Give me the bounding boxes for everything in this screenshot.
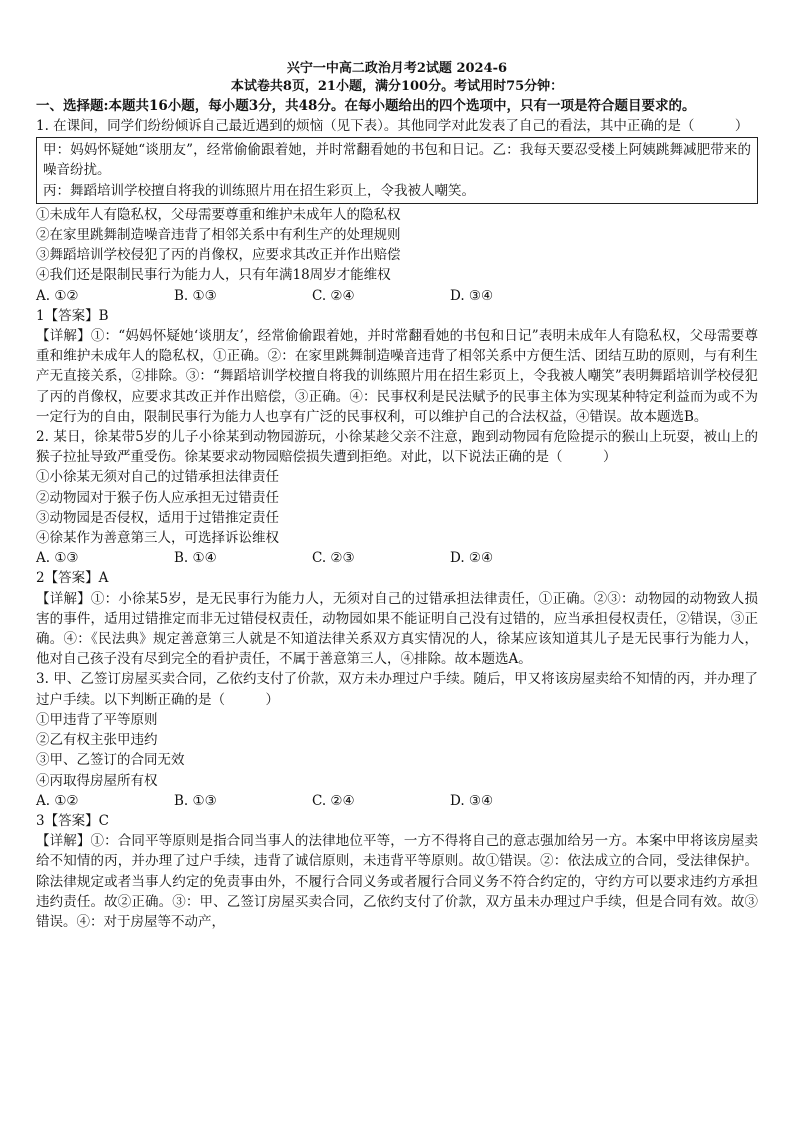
question-1-table-box (36, 137, 758, 204)
question-1-explanation: 【详解】①：“妈妈怀疑她‘谈朋友’，经常偷偷跟着她，并时常翻看她的书包和日记”表明未成年人有隐私权，父母需要尊重和维护未成年人的隐私权，①正确。②：在家里跳舞制造噪音违背了相邻关系中方便生活、团结互助的原则，与有利生产无直接关系，②排除。③：“舞蹈培训学校擅自将我的训练照片用在招生彩页上，令我被人嘲笑”表明舞蹈培训学校侵犯了丙的肖像权，应要求其改正并作出赔偿，③正确。④：民事权利是民法赋予的民事主体为实现某种特定利益而为或不为一定行为的自由，限制民事行为能力人也享有广泛的民事权利，可以维护自己的合法权益，④错误。故本题选B。 (36, 328, 758, 425)
question-3-answer: 3【答案】C (36, 812, 109, 829)
option-b: B. ①③ (174, 287, 217, 304)
option-d: D. ③④ (450, 792, 494, 809)
question-2-stem: 2. 某日，徐某带5岁的儿子小徐某到动物园游玩，小徐某趁父亲不注意，跑到动物园有危险提示的猴山上玩耍，被山上的猴子拉扯导致严重受伤。徐某要求动物园赔偿损失遭到拒绝。对此，以下说法正确的是（ ） (36, 429, 758, 466)
question-1-answer: 1【答案】B (36, 307, 109, 324)
option-c: C. ②④ (312, 287, 355, 304)
statement-item: ①小徐某无须对自己的过错承担法律责任 (36, 469, 279, 486)
exam-info: 本试卷共8页，21小题，满分100分。考试用时75分钟： (230, 79, 564, 94)
question-2-options (36, 548, 758, 568)
exam-page (36, 60, 758, 932)
section-heading: 一、选择题:本题共16小题，每小题3分，共48分。在每小题给出的四个选项中，只有一项是符合题目要求的。 (36, 98, 696, 114)
box-line: 丙：舞蹈培训学校擅自将我的训练照片用在招生彩页上，令我被人嘲笑。 (43, 182, 475, 199)
option-c: C. ②④ (312, 792, 355, 809)
statement-item: ④我们还是限制民事行为能力人，只有年满18周岁才能维权 (36, 267, 391, 284)
option-a: A. ①② (36, 287, 79, 304)
option-d: D. ②④ (450, 550, 494, 567)
question-1-stem: 1. 在课间，同学们纷纷倾诉自己最近遇到的烦恼（见下表）。其他同学对此发表了自己的看法，其中正确的是（ ） (36, 118, 749, 134)
option-a: A. ①② (36, 792, 79, 809)
option-d: D. ③④ (450, 287, 494, 304)
box-line: 甲：妈妈怀疑她“谈朋友”，经常偷偷跟着她，并时常翻看她的书包和日记。乙：我每天要忍受楼上阿姨跳舞减肥带来的噪音纷扰。 (43, 142, 751, 179)
page-title: 兴宁一中高二政治月考2试题 2024-6 (286, 61, 508, 76)
statement-item: ②动物园对于猴子伤人应承担无过错责任 (36, 489, 279, 506)
option-c: C. ②③ (312, 550, 355, 567)
question-2-explanation: 【详解】①：小徐某5岁，是无民事行为能力人，无须对自己的过错承担法律责任，①正确。②③：动物园的动物致人损害的事件，适用过错推定而非无过错侵权责任，动物园如果不能证明自己没有过错的，应当承担侵权责任，②错误，③正确。④：《民法典》规定善意第三人就是不知道法律关系双方真实情况的人，徐某应该知道其儿子是无民事行为能力人，他对自己孩子没有尽到完全的看护责任，不属于善意第三人，④排除。故本题选A。 (36, 590, 758, 668)
question-3-options (36, 791, 758, 811)
option-b: B. ①④ (174, 550, 217, 567)
statement-item: ④徐某作为善意第三人，可选择诉讼维权 (36, 530, 279, 547)
statement-item: ②在家里跳舞制造噪音违背了相邻关系中有利生产的处理规则 (36, 227, 401, 244)
statement-item: ③舞蹈培训学校侵犯了丙的肖像权，应要求其改正并作出赔偿 (36, 247, 401, 264)
statement-item: ③甲、乙签订的合同无效 (36, 752, 185, 769)
question-3-explanation: 【详解】①：合同平等原则是指合同当事人的法律地位平等，一方不得将自己的意志强加给另一方。本案中甲将该房屋卖给不知情的丙，并办理了过户手续，违背了诚信原则，未违背平等原则。故①错误。②：依法成立的合同，受法律保护。除法律规定或者当事人约定的免责事由外，不履行合同义务或者履行合同义务不符合约定的，守约方可以要求违约方承担违约责任。故②正确。③：甲、乙签订房屋买卖合同，乙依约支付了价款，双方虽未办理过户手续，但是合同有效。故③错误。④：对于房屋等不动产， (36, 833, 758, 930)
statement-item: ④丙取得房屋所有权 (36, 772, 158, 789)
statement-item: ③动物园是否侵权，适用于过错推定责任 (36, 509, 279, 526)
option-b: B. ①③ (174, 792, 217, 809)
question-3-stem: 3. 甲、乙签订房屋买卖合同，乙依约支付了价款，双方未办理过户手续。随后，甲又将该房屋卖给不知情的丙，并办理了过户手续。以下判断正确的是（ ） (36, 671, 758, 708)
statement-item: ①未成年人有隐私权，父母需要尊重和维护未成年人的隐私权 (36, 206, 401, 223)
statement-item: ①甲违背了平等原则 (36, 711, 158, 728)
statement-item: ②乙有权主张甲违约 (36, 732, 158, 749)
question-1-options (36, 286, 758, 306)
question-2-answer: 2【答案】A (36, 570, 109, 587)
option-a: A. ①③ (36, 550, 79, 567)
